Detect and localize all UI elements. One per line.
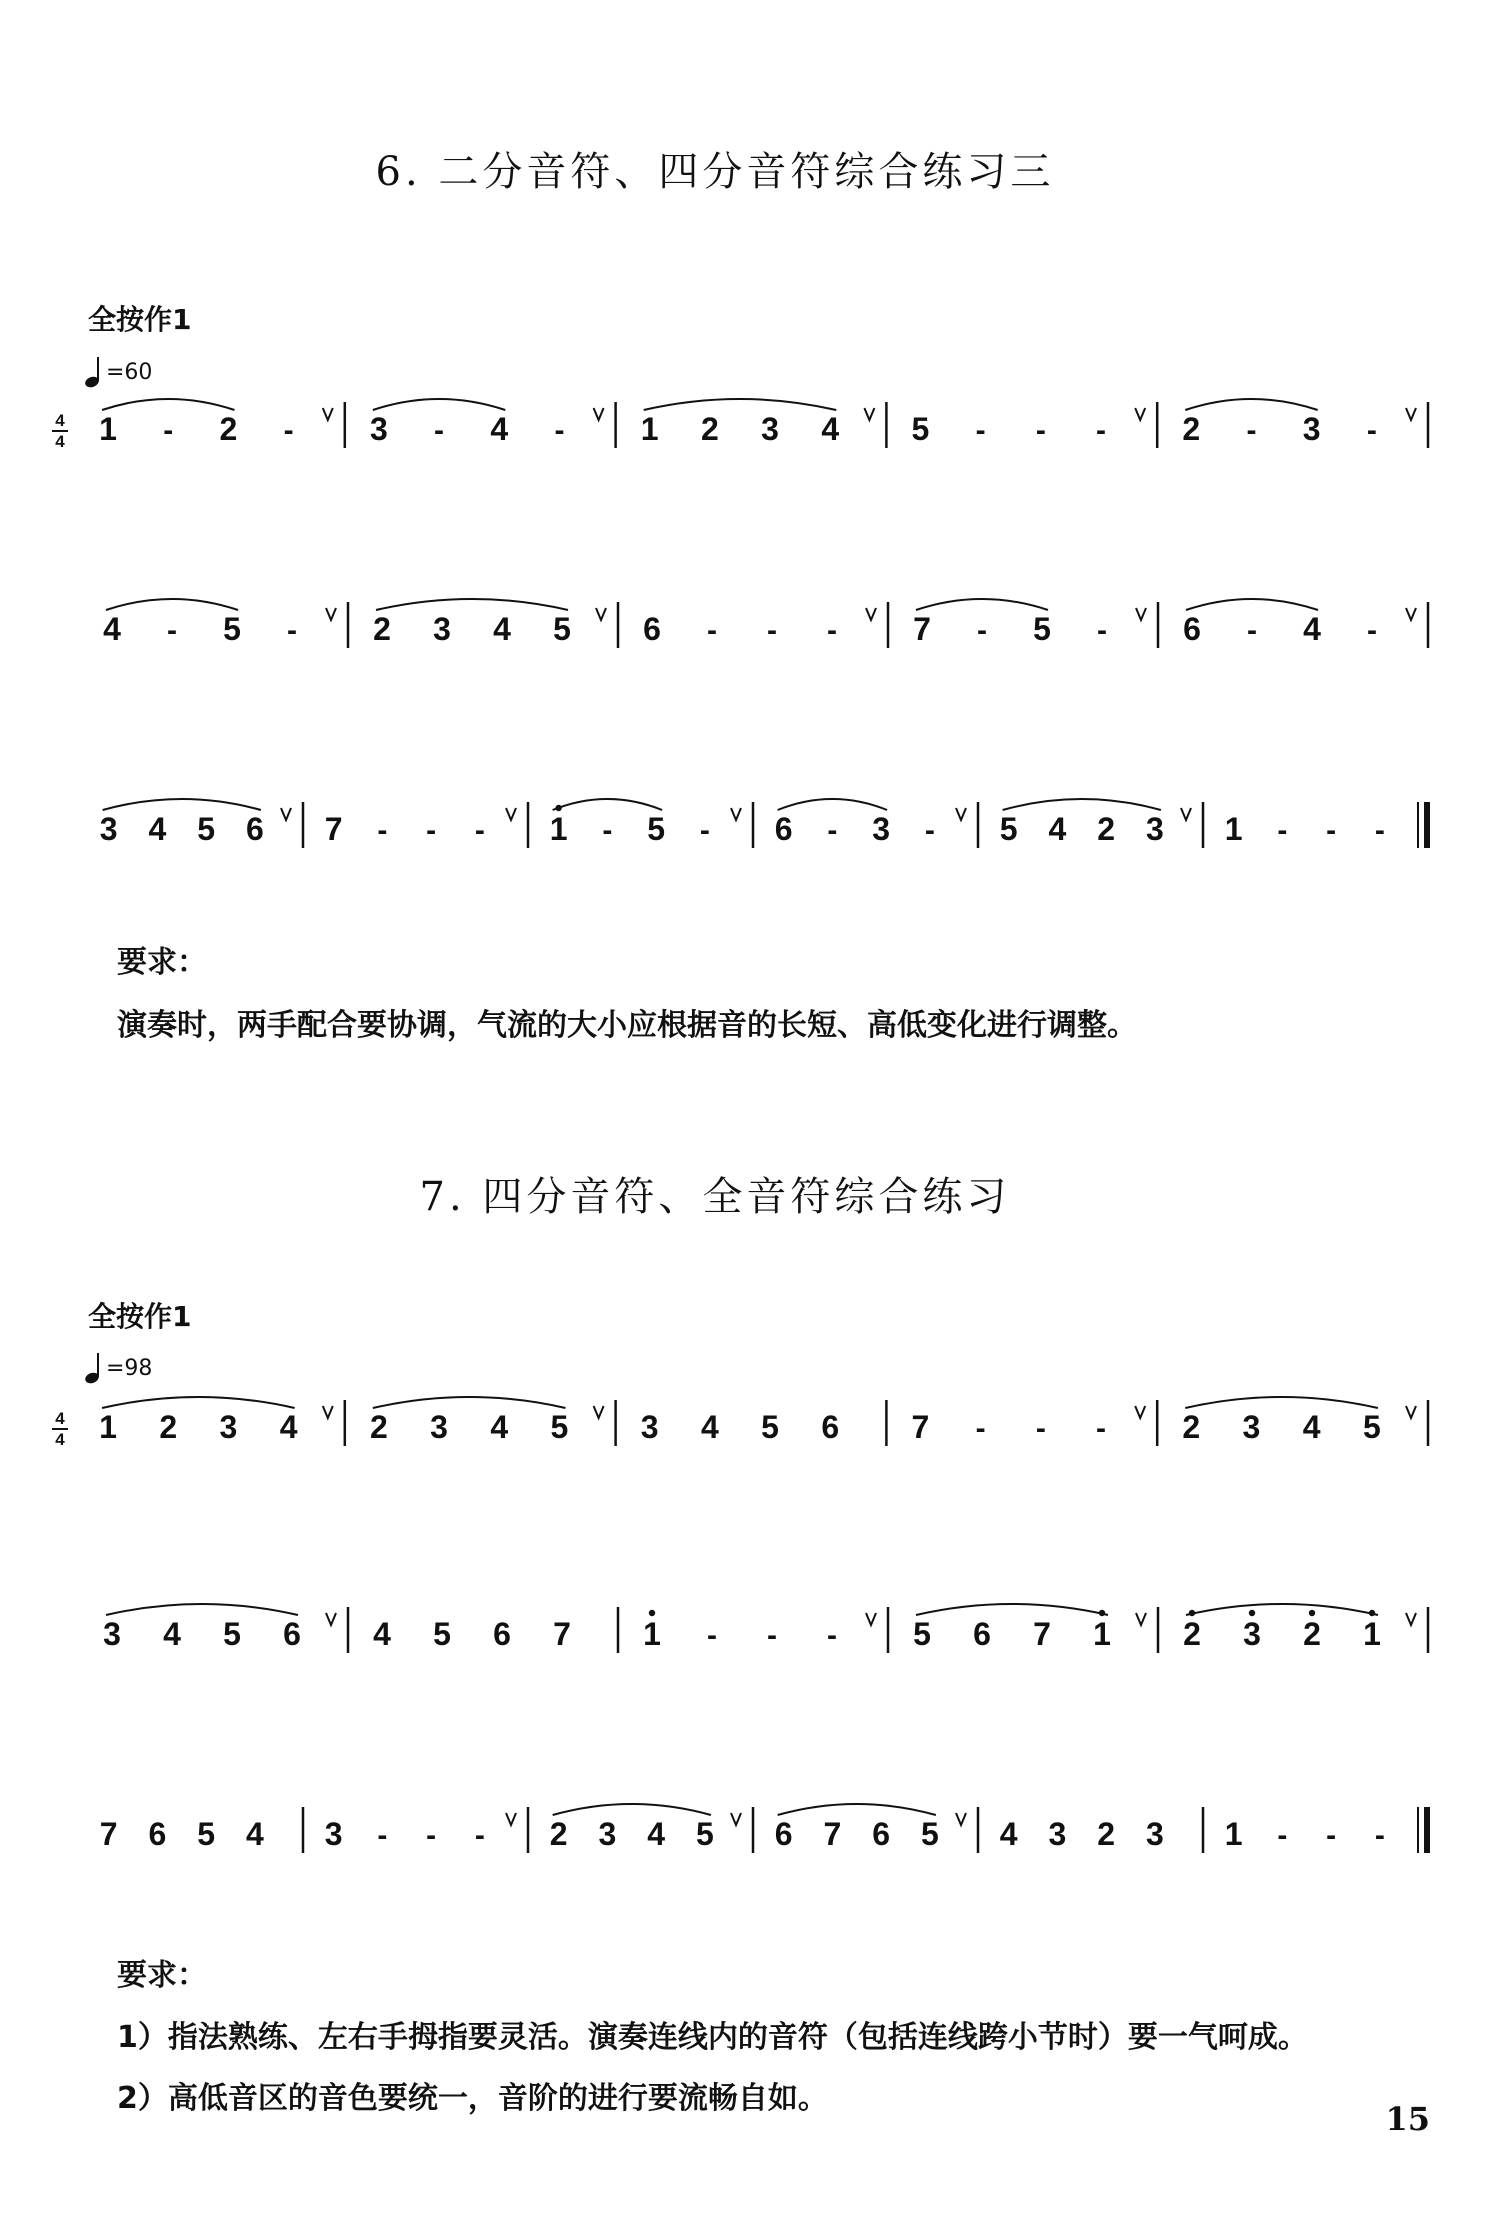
exercise-7-title: 7. 四分音符、全音符综合练习 — [419, 1174, 1011, 1220]
note-digit: 1 — [1093, 1616, 1111, 1652]
dash-mark: - — [767, 1619, 777, 1652]
dash-mark: - — [1326, 1819, 1337, 1852]
note-digit: 4 — [700, 1409, 719, 1445]
note-digit: 6 — [643, 611, 661, 647]
note-digit: 6 — [493, 1616, 511, 1652]
exercise-7-tempo — [84, 1352, 152, 1384]
note-digit: 4 — [493, 611, 511, 647]
note-digit: 3 — [761, 411, 779, 447]
breath-mark — [1135, 408, 1145, 420]
dash-mark: - — [1367, 614, 1377, 647]
note-digit: 5 — [553, 611, 571, 647]
breath-mark — [866, 608, 876, 620]
dash-mark: - — [1374, 814, 1385, 847]
exercise-6-tempo — [84, 356, 152, 388]
note-digit: 2 — [1303, 1616, 1321, 1652]
breath-mark — [1136, 608, 1146, 620]
dash-mark: - — [167, 614, 177, 647]
slur-arc — [778, 1804, 936, 1815]
exercise-6-title: 6. 二分音符、四分音符综合练习三 — [375, 149, 1055, 195]
exercise-6-requirement-1: 演奏时，两手配合要协调，气流的大小应根据音的长短、高低变化进行调整。 — [117, 1008, 1137, 1043]
note-digit: 4 — [148, 811, 167, 847]
dash-mark: - — [1097, 614, 1107, 647]
dash-mark: - — [827, 814, 838, 847]
dash-mark: - — [827, 614, 837, 647]
slur-arc — [373, 399, 505, 410]
exercise-7-key: 全按作1 — [88, 1300, 192, 1333]
note-digit: 4 — [1303, 611, 1321, 647]
breath-mark — [506, 1813, 516, 1825]
slur-arc — [1186, 599, 1318, 610]
high-octave-dot — [1249, 1610, 1255, 1616]
high-octave-dot — [649, 1610, 655, 1616]
note-digit: 3 — [1302, 411, 1321, 447]
note-digit: 3 — [369, 411, 388, 447]
note-digit: 7 — [911, 1409, 930, 1445]
slur-arc — [644, 399, 837, 410]
exercise-7-requirement-2: 2）高低音区的音色要统一，音阶的进行要流畅自如。 — [117, 2081, 828, 2116]
note-digit: 5 — [433, 1616, 451, 1652]
breath-mark — [731, 808, 741, 820]
note-digit: 6 — [973, 1616, 991, 1652]
note-digit: 3 — [324, 1816, 343, 1852]
high-octave-dot — [555, 805, 561, 811]
breath-mark — [864, 408, 874, 420]
slur-arc — [553, 1804, 711, 1815]
note-digit: 1 — [549, 811, 568, 847]
slur-arc — [553, 799, 663, 810]
note-digit: 3 — [1145, 811, 1164, 847]
dash-mark: - — [426, 1819, 437, 1852]
dash-mark: - — [434, 414, 445, 447]
slur-arc — [916, 599, 1048, 610]
breath-mark — [866, 1613, 876, 1625]
note-digit: 2 — [373, 611, 391, 647]
note-digit: 2 — [1097, 1816, 1116, 1852]
note-digit: 4 — [1048, 811, 1067, 847]
tempo-value: =98 — [106, 1355, 153, 1381]
dash-mark: - — [1277, 1819, 1288, 1852]
note-digit: 6 — [1183, 611, 1201, 647]
note-digit: 2 — [1182, 1409, 1201, 1445]
note-digit: 7 — [99, 1816, 118, 1852]
note-digit: 4 — [999, 1816, 1018, 1852]
note-digit: 4 — [163, 1616, 181, 1652]
breath-mark — [1135, 1406, 1145, 1418]
breath-mark — [506, 808, 516, 820]
note-digit: 5 — [223, 1616, 241, 1652]
note-digit: 7 — [1033, 1616, 1051, 1652]
dash-mark: - — [1246, 414, 1257, 447]
dash-mark: - — [975, 414, 986, 447]
breath-mark — [594, 408, 604, 420]
note-digit: 3 — [1243, 1616, 1261, 1652]
note-digit: 5 — [1033, 611, 1051, 647]
note-digit: 5 — [999, 811, 1018, 847]
note-digit: 7 — [553, 1616, 571, 1652]
note-digit: 5 — [695, 1816, 714, 1852]
dash-mark: - — [554, 414, 565, 447]
dash-mark: - — [377, 814, 388, 847]
dash-mark: - — [287, 614, 297, 647]
note-digit: 4 — [373, 1616, 391, 1652]
note-digit: 5 — [911, 411, 930, 447]
slur-arc — [106, 599, 238, 610]
breath-mark — [731, 1813, 741, 1825]
dash-mark: - — [1366, 414, 1377, 447]
note-digit: 2 — [549, 1816, 568, 1852]
note-digit: 4 — [1302, 1409, 1321, 1445]
note-digit: 2 — [219, 411, 238, 447]
note-digit: 4 — [647, 1816, 666, 1852]
breath-mark — [596, 608, 606, 620]
note-digit: 1 — [1363, 1616, 1381, 1652]
breath-mark — [1406, 1613, 1416, 1625]
dash-mark: - — [827, 1619, 837, 1652]
slur-arc — [916, 1604, 1108, 1615]
note-digit: 5 — [223, 611, 241, 647]
dash-mark: - — [924, 814, 935, 847]
note-digit: 5 — [197, 811, 216, 847]
dash-mark: - — [163, 414, 174, 447]
dash-mark: - — [1035, 1412, 1046, 1445]
note-digit: 5 — [647, 811, 666, 847]
exercise-6-key: 全按作1 — [88, 303, 192, 336]
slur-arc — [102, 399, 234, 410]
breath-mark — [956, 1813, 966, 1825]
note-digit: 3 — [433, 611, 451, 647]
note-digit: 6 — [283, 1616, 301, 1652]
high-octave-dot — [1099, 1610, 1105, 1616]
slur-arc — [778, 799, 888, 810]
breath-mark — [281, 808, 291, 820]
note-digit: 3 — [99, 811, 118, 847]
dash-mark: - — [1374, 1819, 1385, 1852]
dash-mark: - — [474, 814, 485, 847]
note-digit: 4 — [821, 411, 840, 447]
slur-arc — [1186, 1604, 1378, 1615]
note-digit: 3 — [872, 811, 891, 847]
quarter-note-icon — [84, 356, 102, 388]
note-digit: 7 — [324, 811, 343, 847]
note-digit: 6 — [774, 1816, 793, 1852]
breath-mark — [1181, 808, 1191, 820]
dash-mark: - — [975, 1412, 986, 1445]
quarter-note-icon — [84, 1352, 102, 1384]
time-signature-top: 4 — [55, 1409, 65, 1428]
page-number: 15 — [1385, 2100, 1430, 2138]
slur-arc — [1185, 399, 1317, 410]
note-digit: 6 — [821, 1409, 840, 1445]
exercise-7-requirement-1: 1）指法熟练、左右手拇指要灵活。演奏连线内的音符（包括连线跨小节时）要一气呵成。 — [117, 2020, 1308, 2055]
high-octave-dot — [1369, 1610, 1375, 1616]
breath-mark — [326, 1613, 336, 1625]
exercise-7-requirements-title: 要求： — [117, 1958, 207, 1993]
slur-arc — [1003, 799, 1161, 810]
breath-mark — [1406, 1406, 1416, 1418]
note-digit: 6 — [148, 1816, 167, 1852]
note-digit: 5 — [550, 1409, 569, 1445]
note-digit: 2 — [1182, 411, 1201, 447]
dash-mark: - — [707, 614, 717, 647]
note-digit: 2 — [159, 1409, 178, 1445]
dash-mark: - — [767, 614, 777, 647]
note-digit: 3 — [1242, 1409, 1261, 1445]
note-digit: 5 — [913, 1616, 931, 1652]
dash-mark: - — [426, 814, 437, 847]
dash-mark: - — [377, 1819, 388, 1852]
dash-mark: - — [1326, 814, 1337, 847]
slur-arc — [103, 799, 261, 810]
exercise-6-requirements-title: 要求： — [117, 945, 207, 980]
dash-mark: - — [707, 1619, 717, 1652]
breath-mark — [326, 608, 336, 620]
note-digit: 1 — [99, 1409, 117, 1445]
note-digit: 3 — [598, 1816, 617, 1852]
note-digit: 5 — [761, 1409, 779, 1445]
breath-mark — [1136, 1613, 1146, 1625]
time-signature-bottom: 4 — [55, 1430, 65, 1449]
note-digit: 4 — [490, 411, 509, 447]
note-digit: 4 — [103, 611, 121, 647]
high-octave-dot — [1189, 1610, 1195, 1616]
breath-mark — [1406, 608, 1416, 620]
dash-mark: - — [474, 1819, 485, 1852]
high-octave-dot — [1309, 1610, 1315, 1616]
note-digit: 3 — [103, 1616, 121, 1652]
note-digit: 2 — [1097, 811, 1116, 847]
note-digit: 3 — [219, 1409, 238, 1445]
note-digit: 1 — [643, 1616, 661, 1652]
dash-mark: - — [1096, 414, 1107, 447]
slur-arc — [1185, 1397, 1378, 1408]
note-digit: 7 — [823, 1816, 842, 1852]
note-digit: 2 — [369, 1409, 388, 1445]
dash-mark: - — [602, 814, 613, 847]
tempo-value: =60 — [106, 359, 153, 385]
note-digit: 1 — [1224, 811, 1243, 847]
slur-arc — [376, 599, 568, 610]
dash-mark: - — [977, 614, 987, 647]
note-digit: 6 — [245, 811, 264, 847]
time-signature-bottom: 4 — [55, 432, 65, 451]
dash-mark: - — [1096, 1412, 1107, 1445]
slur-arc — [102, 1397, 295, 1408]
breath-mark — [956, 808, 966, 820]
note-digit: 6 — [872, 1816, 891, 1852]
note-digit: 6 — [774, 811, 793, 847]
note-digit: 5 — [197, 1816, 216, 1852]
dash-mark: - — [1035, 414, 1046, 447]
note-digit: 4 — [490, 1409, 509, 1445]
breath-mark — [323, 1406, 333, 1418]
note-digit: 7 — [913, 611, 931, 647]
note-digit: 1 — [640, 411, 659, 447]
note-digit: 4 — [245, 1816, 264, 1852]
breath-mark — [1406, 408, 1416, 420]
dash-mark: - — [1277, 814, 1288, 847]
note-digit: 3 — [1145, 1816, 1164, 1852]
note-digit: 1 — [1224, 1816, 1243, 1852]
note-digit: 3 — [1048, 1816, 1067, 1852]
time-signature-top: 4 — [55, 411, 65, 430]
dash-mark: - — [1247, 614, 1257, 647]
note-digit: 3 — [430, 1409, 448, 1445]
note-digit: 2 — [700, 411, 719, 447]
slur-arc — [373, 1397, 566, 1408]
note-digit: 3 — [640, 1409, 659, 1445]
note-digit: 1 — [99, 411, 117, 447]
dash-mark: - — [283, 414, 294, 447]
note-digit: 4 — [279, 1409, 298, 1445]
note-digit: 5 — [920, 1816, 939, 1852]
breath-mark — [594, 1406, 604, 1418]
note-digit: 5 — [1362, 1409, 1381, 1445]
slur-arc — [106, 1604, 298, 1615]
breath-mark — [323, 408, 333, 420]
dash-mark: - — [699, 814, 710, 847]
note-digit: 2 — [1183, 1616, 1201, 1652]
